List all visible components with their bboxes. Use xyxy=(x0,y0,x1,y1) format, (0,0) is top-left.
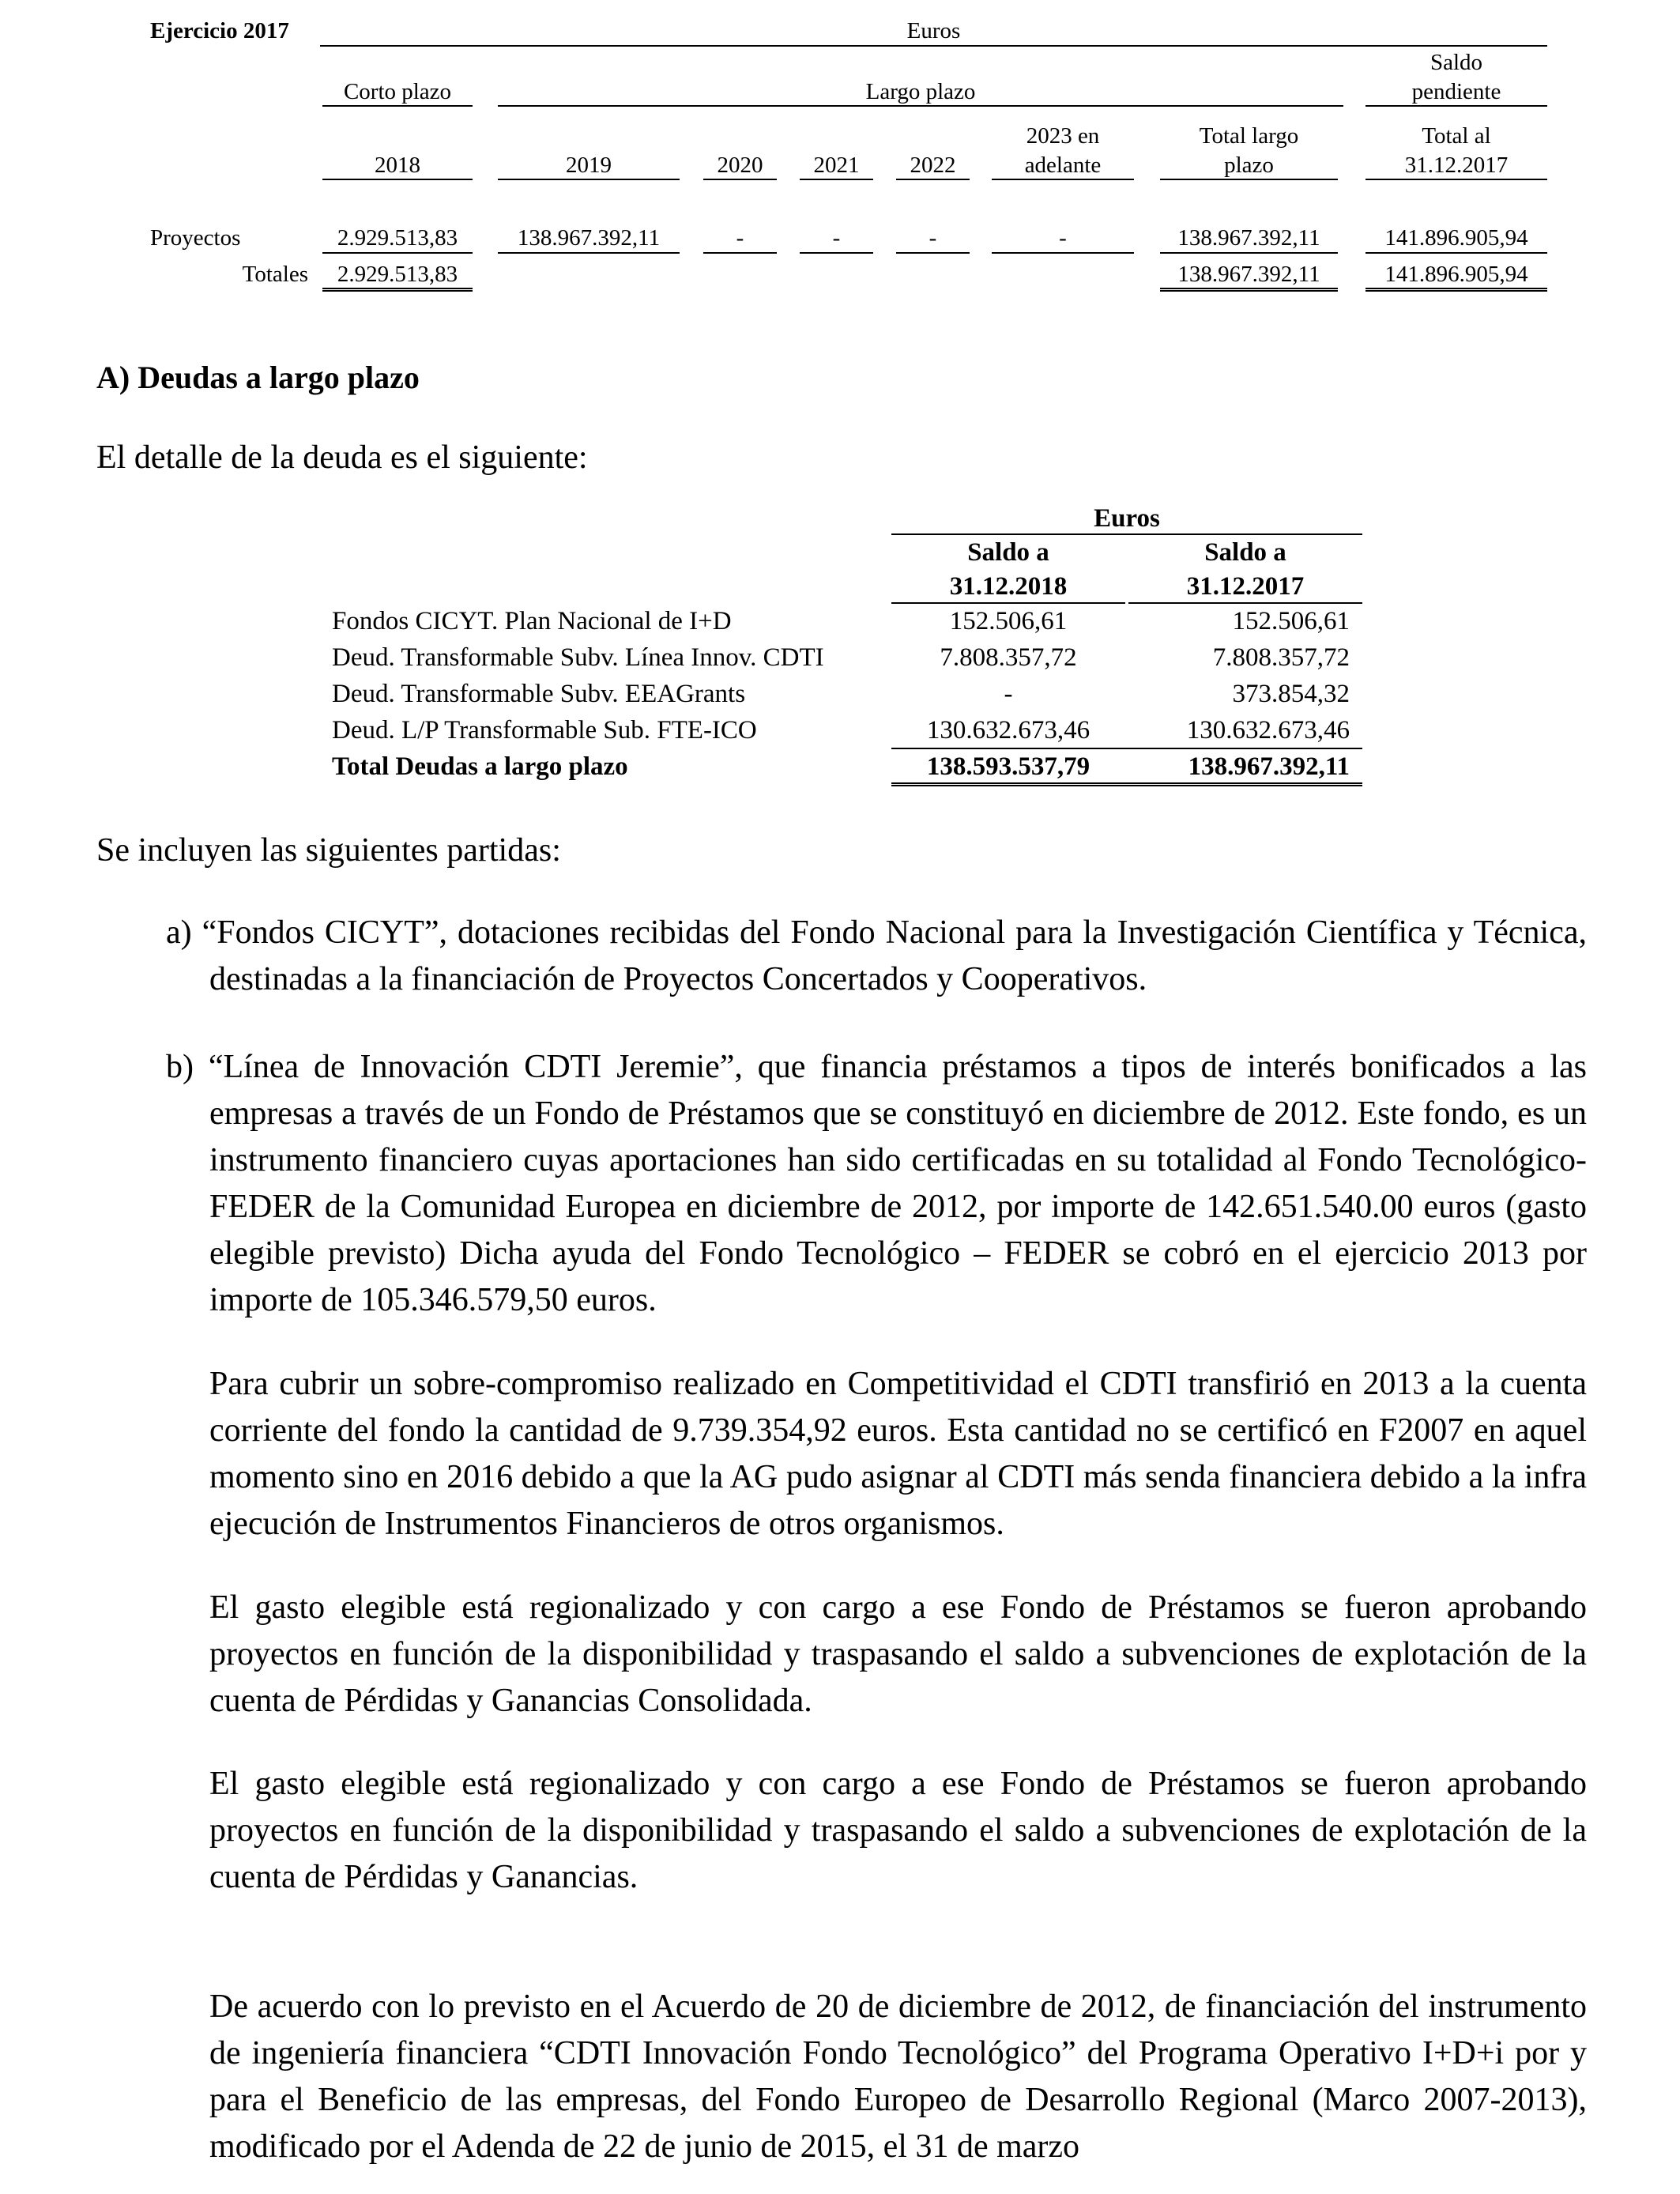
table2-col1-1: Saldo a xyxy=(967,538,1049,567)
table1-rule-2020 xyxy=(703,179,777,180)
cell-saldo: 141.896.905,94 xyxy=(1384,262,1528,287)
list-item-b: b) “Línea de Innovación CDTI Jeremie”, que financia préstamos a tipos de interés bonificados a las empresas a través de un Fondo de Préstamos que se constituyó en diciembre de 2012. Este fondo, es un instrumento financiero cuyas aportaciones han sido certificadas en su totalidad al Fondo Tecnológico- FEDER de la Comunidad Europea en diciembre de 2012, por importe de 142.651.540.00 euros (gasto elegible previsto) Dicha ayuda del Fondo Tecnológico – FEDER se cobró en el ejercicio 2013 por importe de 105.346.579,50 euros. xyxy=(166,1049,1587,1318)
row-rule xyxy=(498,252,680,254)
row-label: Proyectos xyxy=(150,225,241,251)
cell-2023: - xyxy=(1059,225,1067,251)
table1-long-term-header: Largo plazo xyxy=(865,79,976,104)
cell-2021: - xyxy=(832,225,841,251)
table1-col-2023-1: 2023 en xyxy=(1026,123,1100,149)
table1-col-2023-2: adelante xyxy=(1024,153,1102,178)
table1-rule-saldo xyxy=(1365,179,1547,180)
table1-pending-rule xyxy=(1365,105,1547,107)
cell-2018: 152.506,61 xyxy=(949,607,1068,635)
table1-year-label: Ejercicio 2017 xyxy=(150,18,289,43)
table1-col-total-2: plazo xyxy=(1224,153,1274,178)
paragraph: El gasto elegible está regionalizado y con cargo a ese Fondo de Préstamos se fueron aprobando proyectos en función de la disponibilidad y traspasando el saldo a subvenciones de explotación de la cuenta de Pérdidas y Ganancias. xyxy=(209,1766,1587,1895)
row-rule xyxy=(1365,252,1547,254)
cell-2017: 130.632.673,46 xyxy=(1186,716,1350,745)
table2-col2-1: Saldo a xyxy=(1204,538,1286,567)
row-label: Totales xyxy=(242,262,308,287)
row-label: Deud. Transformable Subv. EEAGrants xyxy=(332,680,746,708)
table1-col-2020: 2020 xyxy=(717,153,763,178)
row-label: Fondos CICYT. Plan Nacional de I+D xyxy=(332,607,732,635)
table1-long-rule xyxy=(498,105,1343,107)
table2-col1-rule xyxy=(891,602,1125,604)
table1-pending-header-1: Saldo xyxy=(1430,50,1483,75)
table2-currency-header: Euros xyxy=(1094,504,1160,533)
table1-col-saldo-1: Total al xyxy=(1422,123,1491,149)
total-label: Total Deudas a largo plazo xyxy=(332,752,628,781)
table1-rule-total xyxy=(1160,179,1338,180)
table2-total-top-rule xyxy=(891,748,1362,749)
table1-short-rule xyxy=(322,105,473,107)
row-label: Deud. L/P Transformable Sub. FTE-ICO xyxy=(332,716,757,745)
table1-rule-2022 xyxy=(896,179,970,180)
table2-col2-rule xyxy=(1128,602,1362,604)
paragraph: Para cubrir un sobre-compromiso realizado en Competitividad el CDTI transfirió en 2013 a la cuenta corriente del fondo la cantidad de 9.739.354,92 euros. Esta cantidad no se certificó en F2007 en aquel momento sino en 2016 debido a que la AG pudo asignar al CDTI más senda financiera debido a la infra ejecución de Instrumentos Financieros de otros organismos. xyxy=(209,1366,1587,1542)
cell-2018: 130.632.673,46 xyxy=(926,716,1090,745)
table1-col-saldo-2: 31.12.2017 xyxy=(1404,153,1509,178)
table1-col-2022: 2022 xyxy=(910,153,956,178)
table1-col-total-1: Total largo xyxy=(1199,123,1299,149)
table1-col-2018: 2018 xyxy=(375,153,420,178)
total-double-rule xyxy=(322,288,473,292)
table2-total-double-rule xyxy=(891,782,1362,786)
cell-2018: - xyxy=(1004,680,1013,708)
table1-currency-rule xyxy=(320,45,1547,47)
cell-2019: 138.967.392,11 xyxy=(517,225,661,251)
cell-2018: 2.929.513,83 xyxy=(337,225,458,251)
row-rule xyxy=(800,252,873,254)
table1-col-2019: 2019 xyxy=(566,153,612,178)
table2-col2-2: 31.12.2017 xyxy=(1186,572,1305,601)
cell-total: 138.967.392,11 xyxy=(1177,262,1320,287)
table1-short-term-header: Corto plazo xyxy=(343,79,452,104)
table1-pending-header-2: pendiente xyxy=(1411,79,1501,104)
row-rule xyxy=(1160,252,1338,254)
table2-currency-rule xyxy=(891,533,1362,535)
cell-2018: 7.808.357,72 xyxy=(940,643,1077,672)
table1-col-2021: 2021 xyxy=(813,153,860,178)
row-rule xyxy=(322,252,473,254)
includes-text: Se incluyen las siguientes partidas: xyxy=(96,832,561,869)
cell-2017: 373.854,32 xyxy=(1232,680,1350,708)
table1-rule-2019 xyxy=(498,179,680,180)
cell-2017: 152.506,61 xyxy=(1232,607,1350,635)
cell-2022: - xyxy=(929,225,937,251)
cell-saldo: 141.896.905,94 xyxy=(1384,225,1528,251)
table2-col1-2: 31.12.2018 xyxy=(949,572,1068,601)
row-rule xyxy=(703,252,777,254)
section-title: A) Deudas a largo plazo xyxy=(96,360,420,395)
row-rule xyxy=(992,252,1134,254)
row-rule xyxy=(896,252,970,254)
table1-rule-2021 xyxy=(800,179,873,180)
paragraph: El gasto elegible está regionalizado y con cargo a ese Fondo de Préstamos se fueron aprobando proyectos en función de la disponibilidad y traspasando el saldo a subvenciones de explotación de la cuenta de Pérdidas y Ganancias Consolidada. xyxy=(209,1589,1587,1719)
cell-2020: - xyxy=(736,225,744,251)
table1-currency-header: Euros xyxy=(906,18,961,43)
total-double-rule xyxy=(1365,288,1547,292)
list-item-a: a) “Fondos CICYT”, dotaciones recibidas del Fondo Nacional para la Investigación Científica y Técnica, destinadas a la financiación de Proyectos Concertados y Cooperativos. xyxy=(166,914,1587,997)
total-2017: 138.967.392,11 xyxy=(1188,752,1350,781)
cell-2017: 7.808.357,72 xyxy=(1212,643,1350,672)
table1-rule-2018 xyxy=(322,179,473,180)
row-label: Deud. Transformable Subv. Línea Innov. CDTI xyxy=(332,643,824,672)
cell-2018: 2.929.513,83 xyxy=(337,262,458,287)
cell-total: 138.967.392,11 xyxy=(1177,225,1320,251)
paragraph: De acuerdo con lo previsto en el Acuerdo de 20 de diciembre de 2012, de financiación del instrumento de ingeniería financiera “CDTI Innovación Fondo Tecnológico” del Programa Operativo I+D+i por y para el Beneficio de las empresas, del Fondo Europeo de Desarrollo Regional (Marco 2007-2013), modificado por el Adenda de 22 de junio de 2015, el 31 de marzo xyxy=(209,1989,1587,2165)
intro-text: El detalle de la deuda es el siguiente: xyxy=(96,439,588,476)
total-2018: 138.593.537,79 xyxy=(926,752,1090,781)
table1-rule-2023 xyxy=(992,179,1134,180)
total-double-rule xyxy=(1160,288,1338,292)
